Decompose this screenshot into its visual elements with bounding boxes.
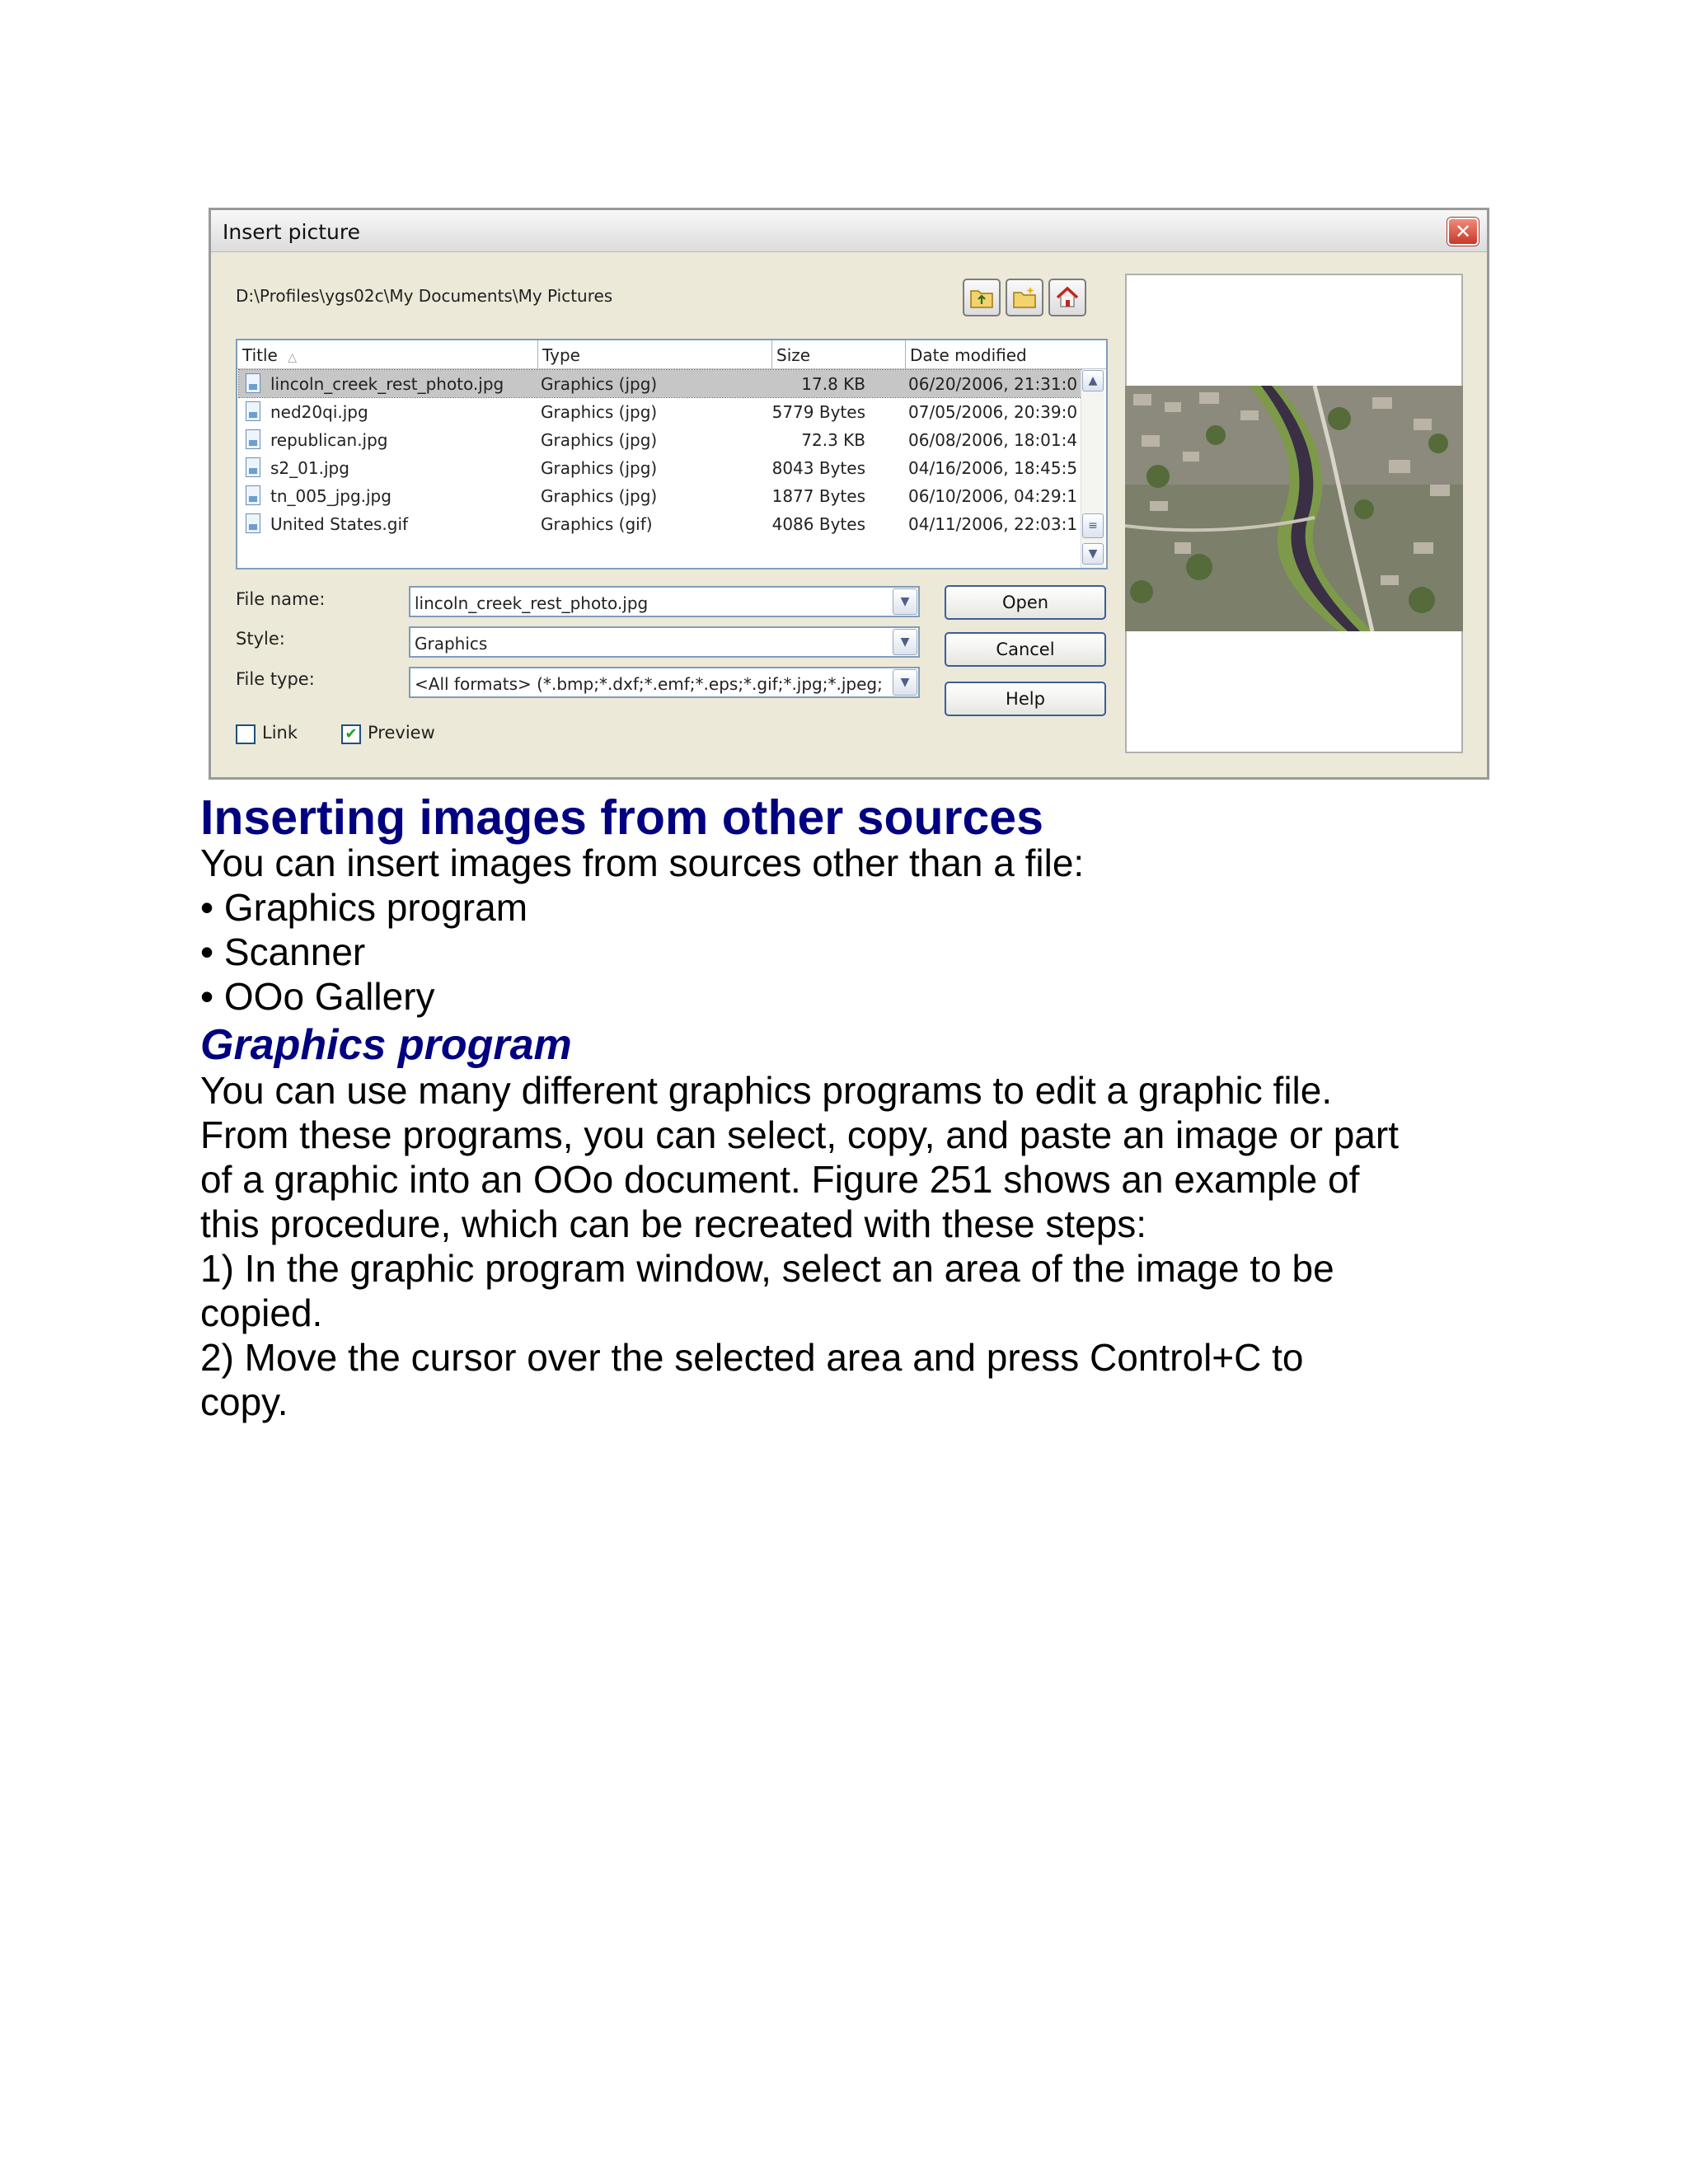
style-select[interactable]	[409, 626, 920, 658]
file-row[interactable]	[239, 370, 1081, 397]
chevron-down-icon: ▼	[900, 595, 910, 608]
file-size-cell: 4086 Bytes	[771, 514, 865, 534]
paragraph-line: of a graphic into an OOo document. Figure 251 shows an example of	[200, 1158, 1360, 1201]
step-line: 2) Move the cursor over the selected area and press Control+C to	[200, 1336, 1304, 1379]
create-folder-button[interactable]	[1006, 279, 1043, 316]
file-size-cell: 1877 Bytes	[771, 486, 865, 506]
cancel-button[interactable]: Cancel	[945, 632, 1106, 667]
file-type-label: File type:	[236, 669, 315, 689]
up-one-level-button[interactable]	[963, 279, 1001, 316]
file-name-cell: tn_005_jpg.jpg	[270, 486, 392, 506]
dialog-title: Insert picture	[223, 220, 360, 244]
image-file-icon	[246, 485, 260, 505]
close-icon: ✕	[1454, 220, 1472, 243]
section-heading: Inserting images from other sources	[200, 790, 1043, 845]
column-separator[interactable]	[905, 340, 906, 368]
paragraph-line: this procedure, which can be recreated with these steps:	[200, 1202, 1147, 1245]
column-size[interactable]: Size	[776, 345, 811, 365]
file-date-cell: 06/08/2006, 18:01:4	[908, 430, 1078, 450]
column-separator[interactable]	[537, 340, 538, 368]
column-separator[interactable]	[771, 340, 772, 368]
file-name-label: File name:	[236, 589, 326, 609]
image-file-icon	[246, 373, 260, 393]
file-date-cell: 07/05/2006, 20:39:0	[908, 402, 1078, 422]
file-type-dropdown[interactable]	[893, 669, 917, 696]
preview-image	[1125, 386, 1463, 631]
up-folder-icon	[969, 286, 994, 309]
file-type-cell: Graphics (jpg)	[541, 402, 658, 422]
step-line: copied.	[200, 1291, 323, 1334]
file-list-scrollbar[interactable]	[1081, 370, 1104, 568]
scroll-down-button[interactable]	[1082, 543, 1104, 565]
new-folder-icon	[1012, 286, 1037, 309]
bullet-item: • Scanner	[200, 930, 366, 973]
chevron-up-icon: ▲	[1088, 374, 1098, 387]
file-row[interactable]	[239, 482, 1081, 509]
column-date-modified[interactable]: Date modified	[910, 345, 1027, 365]
file-name-value: lincoln_creek_rest_photo.jpg	[415, 593, 649, 613]
file-type-value: <All formats> (*.bmp;*.dxf;*.emf;*.eps;*.gif;*.jpg;*.jpeg;	[415, 674, 883, 694]
file-date-cell: 04/16/2006, 18:45:5	[908, 458, 1078, 478]
file-date-cell: 06/10/2006, 04:29:1	[908, 486, 1078, 506]
image-file-icon	[246, 457, 260, 477]
image-file-icon	[246, 513, 260, 533]
scroll-thumb[interactable]	[1082, 513, 1104, 538]
file-row[interactable]	[239, 426, 1081, 453]
help-button[interactable]: Help	[945, 682, 1106, 716]
file-name-dropdown[interactable]	[893, 588, 917, 615]
step-line: copy.	[200, 1380, 288, 1423]
style-label: Style:	[236, 629, 285, 649]
style-value: Graphics	[415, 634, 488, 654]
preview-label: Preview	[368, 723, 435, 743]
file-type-cell: Graphics (jpg)	[541, 458, 658, 478]
file-name-cell: lincoln_creek_rest_photo.jpg	[270, 374, 504, 394]
file-name-cell: republican.jpg	[270, 430, 388, 450]
step-line: 1) In the graphic program window, select an area of the image to be	[200, 1247, 1334, 1290]
close-button[interactable]	[1447, 218, 1479, 246]
file-name-input[interactable]	[409, 586, 920, 617]
column-title[interactable]: Title △	[242, 345, 298, 365]
image-file-icon	[246, 401, 260, 421]
style-dropdown[interactable]	[893, 629, 917, 655]
preview-checkbox[interactable]: ✔	[341, 724, 361, 744]
default-directory-button[interactable]	[1048, 279, 1086, 316]
open-button[interactable]: Open	[945, 585, 1106, 620]
intro-paragraph: You can insert images from sources other than a file:	[200, 841, 1085, 884]
file-type-cell: Graphics (jpg)	[541, 430, 658, 450]
home-icon	[1055, 286, 1080, 309]
paragraph-line: From these programs, you can select, copy, and paste an image or part	[200, 1113, 1399, 1156]
file-size-cell: 8043 Bytes	[771, 458, 865, 478]
file-type-cell: Graphics (jpg)	[541, 374, 658, 394]
file-name-cell: ned20qi.jpg	[270, 402, 368, 422]
insert-picture-dialog	[209, 208, 1489, 780]
aerial-photo-preview	[1125, 386, 1463, 631]
bullet-item: • OOo Gallery	[200, 975, 435, 1018]
file-list[interactable]	[236, 339, 1108, 569]
link-checkbox[interactable]	[236, 724, 256, 744]
grip-icon: ≡	[1088, 519, 1098, 532]
file-type-select[interactable]	[409, 667, 920, 698]
link-label: Link	[262, 723, 298, 743]
scroll-up-button[interactable]	[1082, 370, 1104, 391]
file-name-cell: United States.gif	[270, 514, 409, 534]
subsection-heading: Graphics program	[200, 1021, 572, 1069]
file-type-cell: Graphics (gif)	[541, 514, 653, 534]
file-name-cell: s2_01.jpg	[270, 458, 349, 478]
chevron-down-icon: ▼	[900, 676, 910, 689]
chevron-down-icon: ▼	[900, 635, 910, 649]
file-date-cell: 04/11/2006, 22:03:1	[908, 514, 1078, 534]
bullet-item: • Graphics program	[200, 886, 528, 929]
file-list-header	[237, 340, 1106, 369]
file-row[interactable]	[239, 510, 1081, 537]
file-size-cell: 5779 Bytes	[771, 402, 865, 422]
paragraph-line: You can use many different graphics programs to edit a graphic file.	[200, 1069, 1333, 1112]
file-size-cell: 72.3 KB	[801, 430, 865, 450]
file-type-cell: Graphics (jpg)	[541, 486, 658, 506]
sort-ascending-icon: △	[288, 351, 298, 364]
image-file-icon	[246, 429, 260, 449]
chevron-down-icon: ▼	[1088, 547, 1098, 560]
column-type[interactable]: Type	[542, 345, 580, 365]
dialog-titlebar	[211, 210, 1487, 252]
file-row[interactable]	[239, 398, 1081, 425]
file-row[interactable]	[239, 454, 1081, 481]
file-size-cell: 17.8 KB	[801, 374, 865, 394]
file-date-cell: 06/20/2006, 21:31:0	[908, 374, 1078, 394]
current-path: D:\Profiles\ygs02c\My Documents\My Pictures	[236, 286, 613, 306]
